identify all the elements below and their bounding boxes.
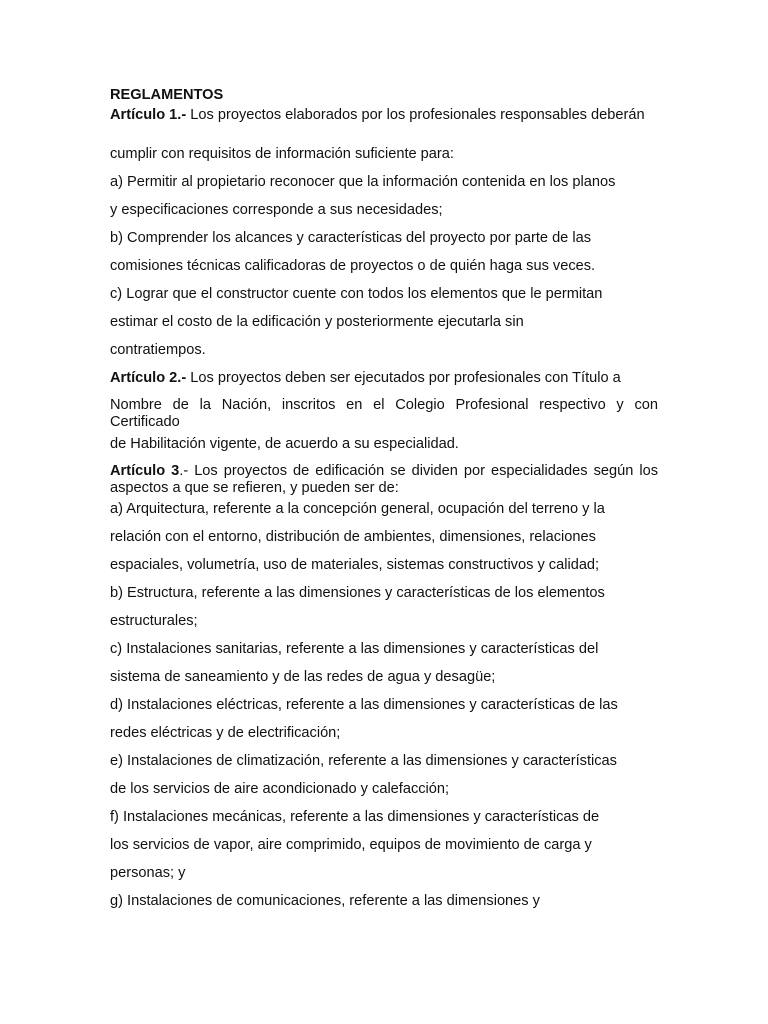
- article-2-label: Artículo 2.-: [110, 370, 187, 386]
- text-line: espaciales, volumetría, uso de materiales, sistemas constructivos y calidad;: [110, 557, 600, 573]
- article-1-paragraph: [110, 107, 658, 145]
- text-line: estructurales;: [110, 613, 198, 629]
- text-line: d) Instalaciones eléctricas, referente a las dimensiones y características de las: [110, 697, 618, 713]
- text-line: estimar el costo de la edificación y posteriormente ejecutarla sin: [110, 314, 524, 330]
- text-line: redes eléctricas y de electrificación;: [110, 725, 341, 741]
- text-line: comisiones técnicas calificadoras de proyectos o de quién haga sus veces.: [110, 258, 596, 274]
- text-line: e) Instalaciones de climatización, referente a las dimensiones y características: [110, 753, 617, 769]
- article-1-text: Los proyectos elaborados por los profesionales responsables deberán: [186, 107, 645, 123]
- article-3-paragraph: [110, 463, 658, 496]
- text-line: cumplir con requisitos de información suficiente para:: [110, 146, 454, 162]
- document-body: [110, 85, 658, 920]
- text-line: sistema de saneamiento y de las redes de agua y desagüe;: [110, 669, 496, 685]
- text-line: de Habilitación vigente, de acuerdo a su especialidad.: [110, 436, 459, 452]
- text-line: a) Arquitectura, referente a la concepción general, ocupación del terreno y la: [110, 501, 605, 517]
- text-line: personas; y: [110, 865, 186, 881]
- text-line: b) Comprender los alcances y características del proyecto por parte de las: [110, 230, 592, 246]
- text-line: de los servicios de aire acondicionado y calefacción;: [110, 781, 450, 797]
- text-line: los servicios de vapor, aire comprimido, equipos de movimiento de carga y: [110, 837, 592, 853]
- article-1-label: Artículo 1.-: [110, 107, 187, 123]
- text-line: f) Instalaciones mecánicas, referente a las dimensiones y características de: [110, 809, 600, 825]
- text-line: b) Estructura, referente a las dimensiones y características de los elementos: [110, 585, 605, 601]
- article-2-text: Los proyectos deben ser ejecutados por profesionales con Título a: [186, 370, 621, 386]
- text-line: c) Instalaciones sanitarias, referente a las dimensiones y características del: [110, 641, 599, 657]
- text-line: y especificaciones corresponde a sus necesidades;: [110, 202, 443, 218]
- text-line: relación con el entorno, distribución de ambientes, dimensiones, relaciones: [110, 529, 596, 545]
- article-2-paragraph: [110, 369, 658, 397]
- article-3-label: Artículo 3: [110, 463, 180, 479]
- text-line: Nombre de la Nación, inscritos en el Colegio Profesional respectivo y con Certificado: [110, 397, 658, 430]
- article-3-text: .- Los proyectos de edificación se dividen por especialidades según los aspectos a que se refieren, y pueden ser de:: [110, 463, 658, 496]
- document-heading: REGLAMENTOS: [110, 87, 224, 103]
- text-line: c) Lograr que el constructor cuente con todos los elementos que le permitan: [110, 286, 603, 302]
- text-line: contratiempos.: [110, 342, 206, 358]
- text-line: g) Instalaciones de comunicaciones, referente a las dimensiones y: [110, 893, 540, 909]
- text-line: a) Permitir al propietario reconocer que la información contenida en los planos: [110, 174, 616, 190]
